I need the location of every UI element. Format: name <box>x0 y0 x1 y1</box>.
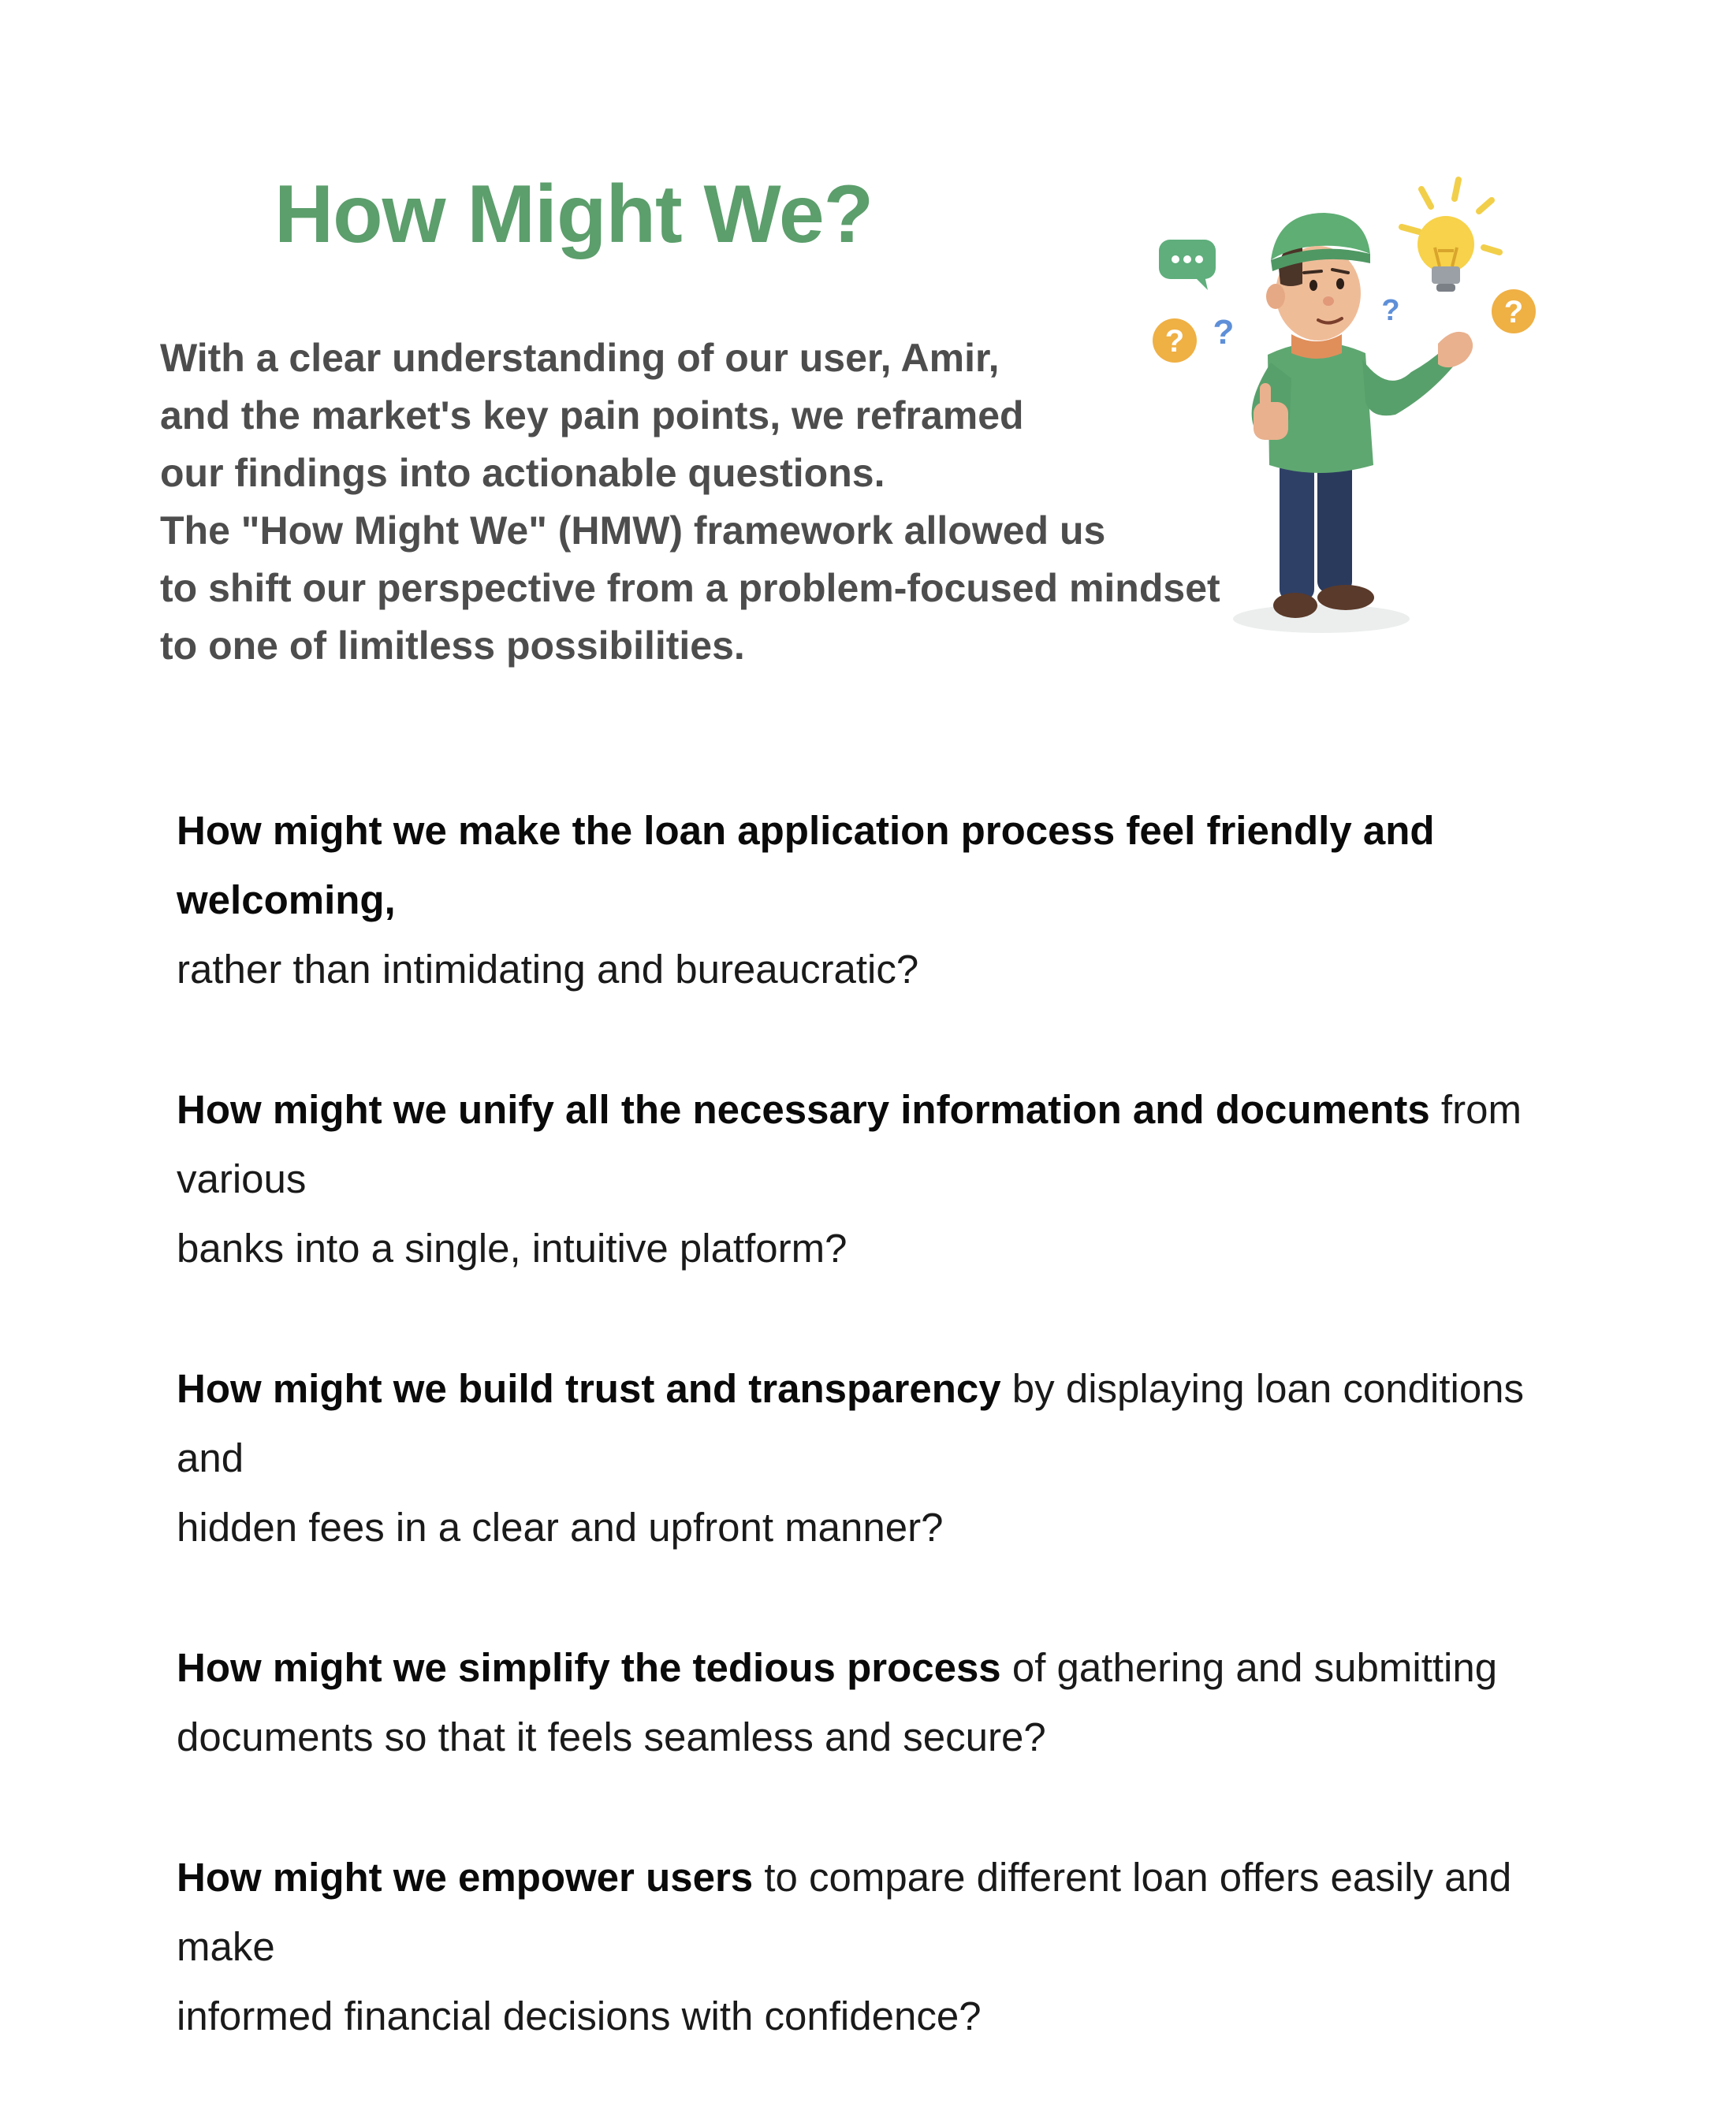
hmw-question-text: rather than intimidating and bureaucratic? <box>177 947 919 992</box>
hmw-question-emphasis: How might we simplify the tedious process <box>177 1645 1001 1690</box>
hmw-question-text: to compare different loan offers easily and make <box>177 1855 1512 1969</box>
question-mark-icon <box>1153 318 1197 363</box>
intro-line: and the market's key pain points, we reframed <box>160 393 1024 437</box>
hmw-question <box>177 796 1596 1004</box>
light-bulb-icon <box>1402 180 1499 292</box>
chat-bubble-icon <box>1159 240 1216 290</box>
hmw-question <box>177 1354 1596 1562</box>
question-mark-icon <box>1213 313 1235 352</box>
intro-line: to one of limitless possibilities. <box>160 624 745 668</box>
svg-text:?: ? <box>1381 294 1400 327</box>
hmw-question-list <box>177 796 1596 2122</box>
question-mark-icon <box>1492 289 1536 333</box>
page-title: How Might We? <box>274 169 874 260</box>
hmw-question-emphasis: How might we empower users <box>177 1855 754 1900</box>
hmw-question <box>177 1075 1596 1283</box>
hmw-question-text: from various <box>177 1087 1522 1201</box>
svg-text:?: ? <box>1213 313 1235 352</box>
hmw-question-text: hidden fees in a clear and upfront manner? <box>177 1505 944 1550</box>
hmw-question-text: of gathering and submitting <box>1000 1645 1498 1690</box>
hmw-question-emphasis: How might we unify all the necessary information and documents <box>177 1087 1430 1132</box>
hmw-question-text: documents so that it feels seamless and secure? <box>177 1714 1046 1759</box>
svg-text:?: ? <box>1164 324 1185 359</box>
hmw-question-text: informed financial decisions with confidence? <box>177 1994 982 2038</box>
svg-text:?: ? <box>1503 295 1524 329</box>
thinking-man-illustration <box>1135 166 1561 654</box>
intro-line: our findings into actionable questions. <box>160 451 885 495</box>
intro-line: With a clear understanding of our user, Amir, <box>160 336 1000 380</box>
hmw-question <box>177 1633 1596 1772</box>
intro-line: to shift our perspective from a problem-focused mindset <box>160 566 1220 610</box>
hmw-question-text: by displaying loan conditions and <box>177 1366 1525 1480</box>
question-mark-icon <box>1381 294 1399 327</box>
intro-line: The "How Might We" (HMW) framework allowed us <box>160 508 1106 553</box>
hmw-question-text: banks into a single, intuitive platform? <box>177 1226 848 1271</box>
intro-paragraph <box>160 329 1220 675</box>
floor-shadow <box>1233 605 1410 633</box>
hmw-question-emphasis: How might we make the loan application process feel friendly and welcoming, <box>177 808 1435 922</box>
hmw-question <box>177 1843 1596 2051</box>
hmw-question-emphasis: How might we build trust and transparency <box>177 1366 1001 1411</box>
